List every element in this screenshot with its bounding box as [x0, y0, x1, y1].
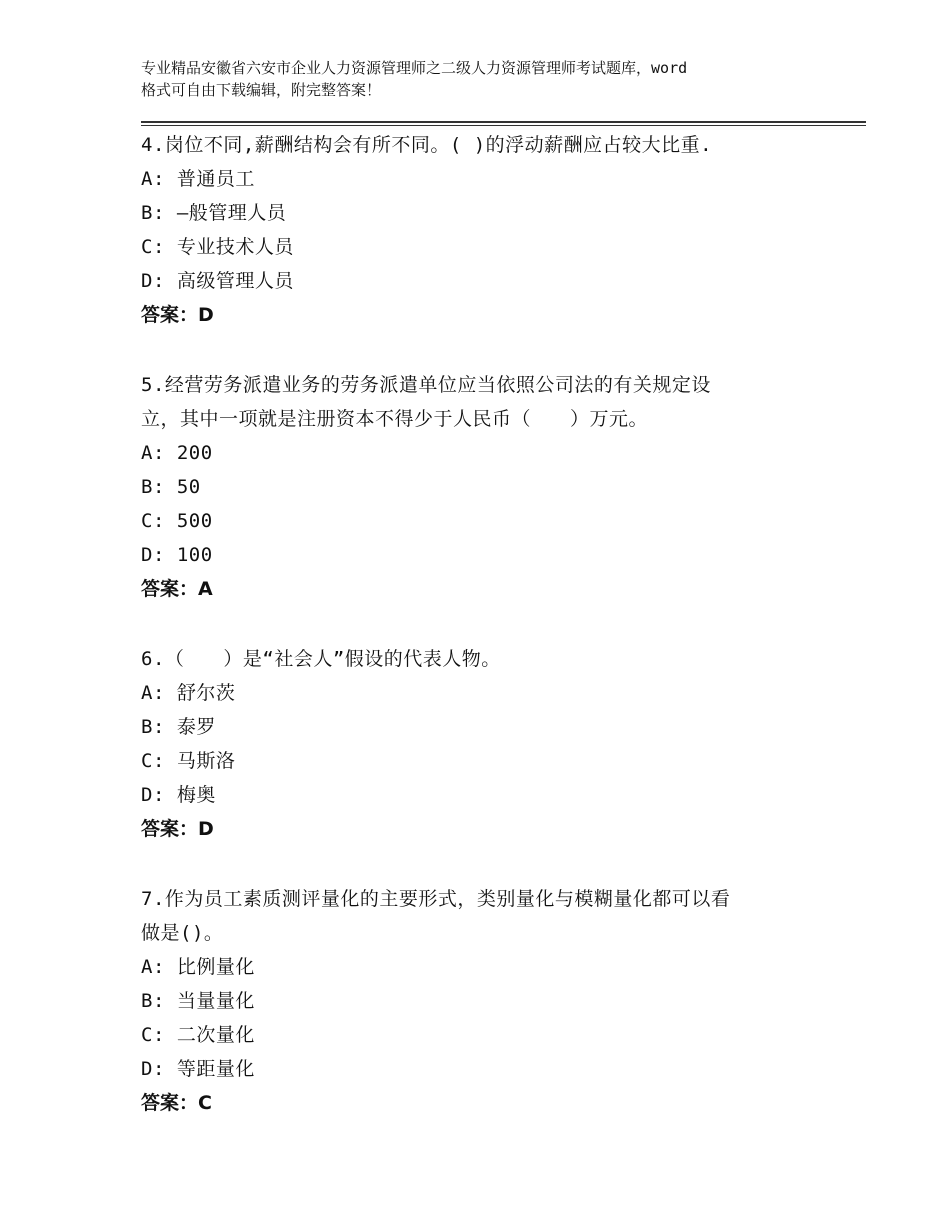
option-a: A: 比例量化 [141, 956, 255, 978]
option-a: A: 200 [141, 442, 213, 464]
option-d: D: 100 [141, 544, 213, 566]
question-stem-line: 做是()。 [141, 922, 224, 944]
header-divider-thick [141, 121, 866, 123]
question-7 [141, 880, 841, 1120]
option-b: B: 泰罗 [141, 716, 216, 738]
question-stem [141, 880, 841, 950]
option-d: D: 高级管理人员 [141, 270, 294, 292]
option-b: B: 50 [141, 476, 201, 498]
question-4 [141, 126, 841, 332]
question-stem-line: 4.岗位不同,薪酬结构会有所不同。( )的浮动薪酬应占较大比重. [141, 134, 713, 156]
question-stem-line: 7.作为员工素质测评量化的主要形式，类别量化与模糊量化都可以看 [141, 888, 731, 910]
option-a: A: 普通员工 [141, 168, 255, 190]
option-d: D: 梅奥 [141, 784, 216, 806]
option-b: B: 当量量化 [141, 990, 255, 1012]
option-c: C: 专业技术人员 [141, 236, 294, 258]
option-a: A: 舒尔茨 [141, 682, 236, 704]
header-line-1: 专业精品安徽省六安市企业人力资源管理师之二级人力资源管理师考试题库，word [141, 59, 688, 77]
question-6 [141, 640, 841, 846]
question-stem [141, 366, 841, 436]
option-c: C: 马斯洛 [141, 750, 236, 772]
question-stem [141, 640, 841, 676]
answer-label: 答案：D [141, 304, 214, 326]
question-stem [141, 126, 841, 162]
option-d: D: 等距量化 [141, 1058, 255, 1080]
question-stem-line: 6.（ ）是“社会人”假设的代表人物。 [141, 648, 501, 670]
header-line-2: 格式可自由下载编辑，附完整答案！ [141, 81, 382, 99]
question-5 [141, 366, 841, 606]
answer-label: 答案：C [141, 1092, 212, 1114]
document-header [141, 57, 831, 101]
option-c: C: 500 [141, 510, 213, 532]
option-b: B: —般管理人员 [141, 202, 287, 224]
option-c: C: 二次量化 [141, 1024, 255, 1046]
question-list [141, 126, 841, 1154]
question-stem-line: 5.经营劳务派遣业务的劳务派遣单位应当依照公司法的有关规定设 [141, 374, 711, 396]
question-stem-line: 立，其中一项就是注册资本不得少于人民币（ ）万元。 [141, 408, 649, 430]
answer-label: 答案：D [141, 818, 214, 840]
answer-label: 答案：A [141, 578, 213, 600]
